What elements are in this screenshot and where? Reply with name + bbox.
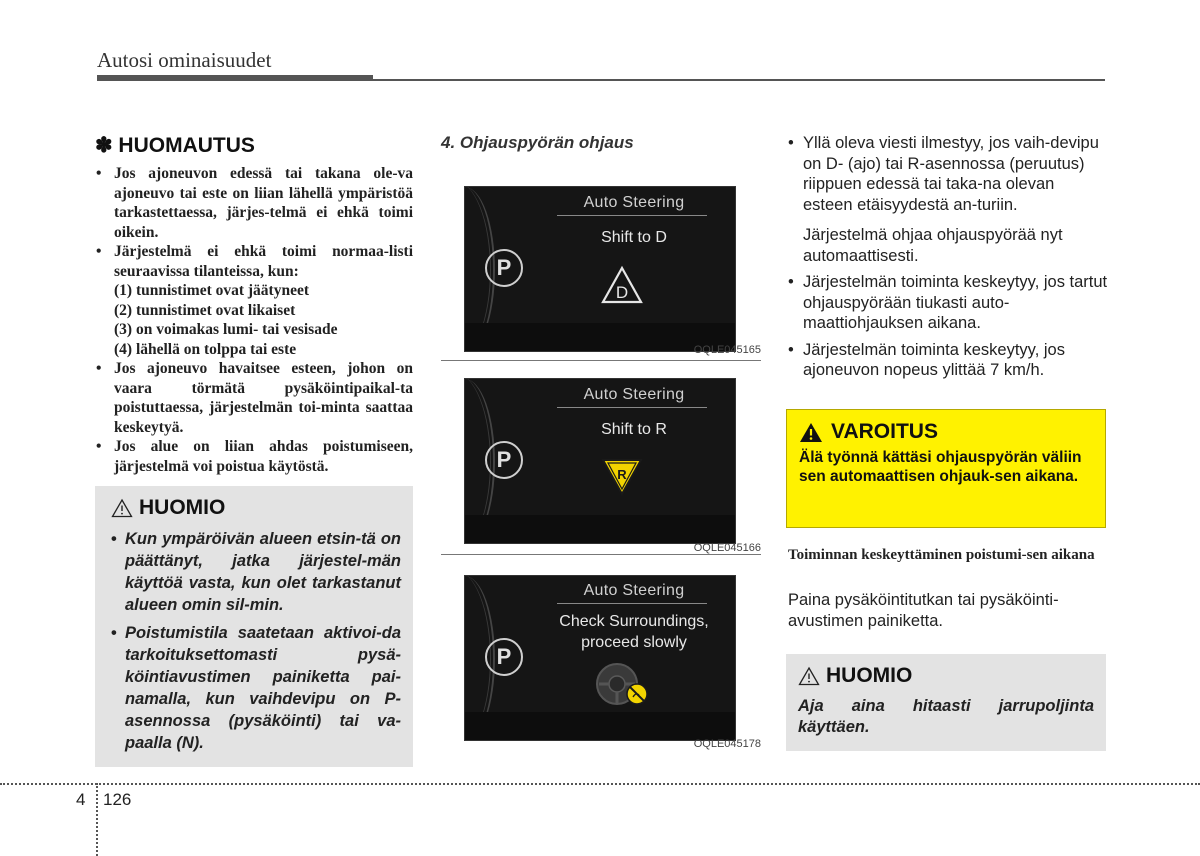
- caution-item: • Kun ympäröivän alueen etsin-tä on päättänyt, jatka järjestel-män käyttöä vasta, kun olet tarkastanut alueen omin sil-min.: [111, 528, 401, 616]
- warning-text: Älä työnnä kättäsi ohjauspyörän väliin sen automaattisen ohjauk-sen aikana.: [799, 449, 1082, 485]
- caution-list: [111, 528, 401, 754]
- figure-code: OQLE045165: [693, 344, 761, 356]
- note-list: [95, 164, 413, 476]
- chapter-number: 4: [76, 790, 86, 809]
- warning-triangle-icon: [798, 666, 820, 686]
- note-item: [95, 242, 413, 359]
- section-title: 4. Ohjauspyörän ohjaus: [441, 133, 634, 152]
- page-number: 126: [103, 790, 132, 809]
- info-item: [786, 133, 1108, 266]
- note-subitem: (4) lähellä on tolppa tai este: [114, 340, 297, 358]
- note-item: • Jos ajoneuvo havaitsee esteen, johon on vaara törmätä pysäköintipaikal-ta poistuttaessa, järjestelmän toi-minta saattaa keskeytyä.: [95, 359, 413, 437]
- caution-box: [786, 654, 1106, 751]
- info-item: • Järjestelmän toiminta keskeytyy, jos ajoneuvon nopeus ylittää 7 km/h.: [786, 340, 1108, 381]
- screen-title: Auto Steering: [583, 386, 685, 403]
- note-item-text: Järjestelmä ei ehkä toimi normaa-listi seuraavissa tilanteissa, kun:: [114, 243, 413, 280]
- screen-title: Auto Steering: [583, 194, 685, 211]
- warning-triangle-icon: [799, 422, 823, 443]
- caution-item: • Poistumistila saatetaan aktivoi-da tarkoituksettomasti pysä-köintiavustimen painiketta pai-namalla, kun vaihdevipu on P-asennossa (pysäköinti) tai va-paalla (N).: [111, 622, 401, 754]
- note-item: • Jos ajoneuvon edessä tai takana ole-va ajoneuvo tai este on liian lähellä ympäristöä tarkastettaessa, järjes-telmä ei ehkä toimi oikein.: [95, 164, 413, 242]
- info-section: [786, 133, 1108, 387]
- steering-wheel-hands-off-icon: [593, 660, 653, 710]
- header-title: Autosi ominaisuudet: [97, 48, 272, 72]
- header-rule-thin: [373, 79, 1105, 81]
- subsection-title: Toiminnan keskeyttäminen poistumi-sen aikana: [788, 547, 1095, 563]
- note-title: ✽ HUOMAUTUS: [95, 134, 255, 157]
- screen-message: [531, 611, 736, 653]
- note-item: • Jos alue on liian ahdas poistumiseen, järjestelmä voi poistua käytöstä.: [95, 437, 413, 476]
- note-subitem: (3) on voimakas lumi- tai vesisade: [114, 321, 338, 338]
- figure-shift-to-d: [441, 170, 761, 368]
- info-item-paragraph: Järjestelmä ohjaa ohjauspyörää nyt automaattisesti.: [803, 226, 1063, 265]
- note-section: [95, 133, 413, 476]
- info-item: • Järjestelmän toiminta keskeytyy, jos tartut ohjauspyörään tiukasti auto-maattiohjauksen aikana.: [786, 272, 1108, 334]
- screen-message: Shift to R: [601, 421, 667, 438]
- warning-title: VAROITUS: [831, 420, 938, 443]
- figure-code: OQLE045166: [693, 542, 761, 554]
- caution-heading: [798, 664, 1094, 688]
- drive-symbol-icon: [600, 265, 644, 305]
- footer-divider: [0, 783, 1200, 785]
- figure-shift-to-r: [441, 362, 761, 560]
- caution-text: Aja aina hitaasti jarrupoljinta käyttäen.: [798, 697, 1094, 736]
- caution-box: [95, 486, 413, 767]
- header-rule: [97, 75, 373, 81]
- reverse-symbol-label: R: [617, 467, 627, 482]
- note-sublist: [114, 281, 413, 359]
- caution-title: HUOMIO: [139, 496, 226, 519]
- screen-message-line: proceed slowly: [581, 634, 687, 651]
- figure-code: OQLE045178: [693, 738, 761, 750]
- screen-message: Shift to D: [601, 229, 667, 246]
- cluster-display: [464, 378, 736, 544]
- warning-heading: [799, 420, 1093, 444]
- cluster-display: [464, 575, 736, 741]
- info-list: [786, 133, 1108, 381]
- screen-message-line: Check Surroundings,: [559, 613, 709, 630]
- warning-triangle-icon: [111, 498, 133, 518]
- warning-box: [786, 409, 1106, 528]
- park-gear-icon: P: [485, 441, 523, 479]
- park-gear-icon: P: [485, 638, 523, 676]
- note-subitem: (1) tunnistimet ovat jäätyneet: [114, 282, 310, 299]
- footer-vertical-divider: [96, 783, 98, 856]
- figure-check-surroundings: [441, 560, 761, 758]
- screen-title: Auto Steering: [583, 582, 685, 599]
- note-subitem: (2) tunnistimet ovat likaiset: [114, 301, 296, 319]
- reverse-symbol-icon: [600, 457, 644, 497]
- park-gear-icon: P: [485, 249, 523, 287]
- caution-heading: [111, 496, 401, 520]
- info-item-text: • Yllä oleva viesti ilmestyy, jos vaih-devipu on D- (ajo) tai R-asennossa (peruutus) riippuen edessä tai taka-na olevan esteen etäisyydestä an-turiin.: [803, 134, 1099, 214]
- cluster-display: [464, 186, 736, 352]
- caution-title: HUOMIO: [826, 664, 913, 687]
- subsection-text: Paina pysäköintitutkan tai pysäköinti-avustimen painiketta.: [788, 591, 1059, 630]
- drive-symbol-label: D: [615, 283, 629, 302]
